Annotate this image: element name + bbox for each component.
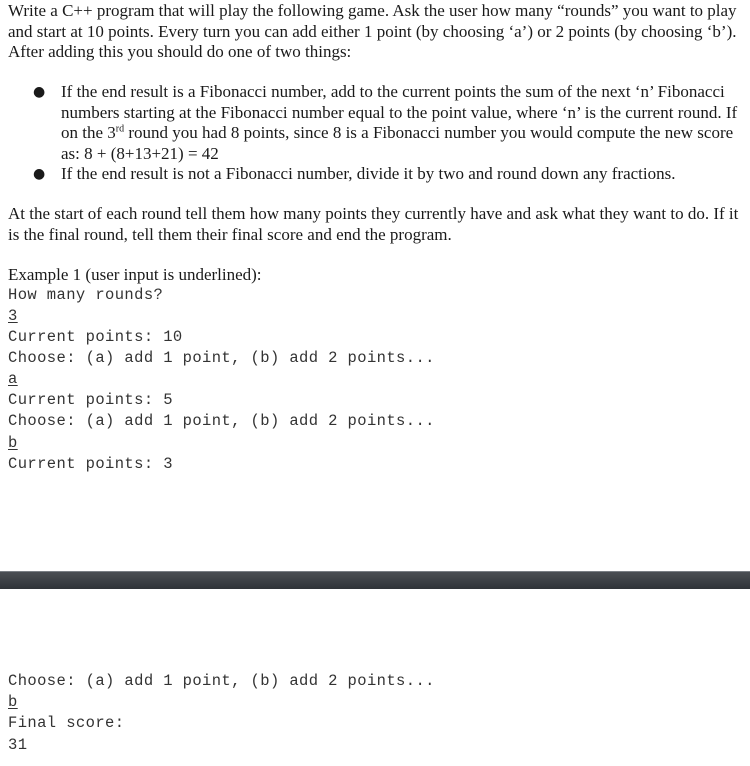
round-instructions-paragraph: At the start of each round tell them how many points they currently have and ask what they want to do. If it is the final round, tell them their final score and end the program. — [8, 204, 739, 244]
console-user-input: b — [8, 434, 18, 452]
rule-fibonacci-text-b: round you had 8 points, since 8 is a Fibonacci number you would compute the new score as: 8 + (8+13+21) = 42 — [61, 123, 734, 163]
console-line: Current points: 5 — [8, 391, 173, 409]
console-user-input: a — [8, 370, 18, 388]
console-line: Current points: 3 — [8, 455, 173, 473]
rules-list — [0, 82, 746, 185]
console-line: Choose: (a) add 1 point, (b) add 2 points... — [8, 412, 435, 430]
page-divider — [0, 571, 750, 589]
rule-fibonacci — [0, 82, 746, 164]
ordinal-suffix: rd — [115, 123, 125, 135]
console-line: Final score: — [8, 714, 125, 732]
console-line: How many rounds? — [8, 286, 164, 304]
console-user-input: 3 — [8, 307, 18, 325]
console-line: Choose: (a) add 1 point, (b) add 2 points... — [8, 672, 435, 690]
rule-not-fibonacci — [0, 164, 746, 185]
bullet-icon: ● — [33, 84, 46, 100]
console-line: 31 — [8, 736, 28, 754]
console-user-input: b — [8, 693, 18, 711]
bullet-icon: ● — [33, 166, 46, 182]
console-line: Current points: 10 — [8, 328, 183, 346]
console-line: Choose: (a) add 1 point, (b) add 2 points... — [8, 349, 435, 367]
example-title: Example 1 (user input is underlined): — [8, 265, 262, 284]
intro-paragraph: Write a C++ program that will play the following game. Ask the user how many “rounds” you want to play and start at 10 points. Every turn you can add either 1 point (by choosing ‘a’) or 2 points (by choosing ‘b’). After adding this you should do one of two things: — [8, 1, 737, 61]
rule-not-fibonacci-text: If the end result is not a Fibonacci number, divide it by two and round down any fractions. — [61, 164, 676, 183]
rule-fibonacci-text-a: If the end result is a Fibonacci number, add to the current points the sum of the next ‘n’ Fibonacci numbers starting at the Fibonacci number equal to the point value, where ‘n’ is the current round. If on the 3 — [61, 82, 738, 142]
